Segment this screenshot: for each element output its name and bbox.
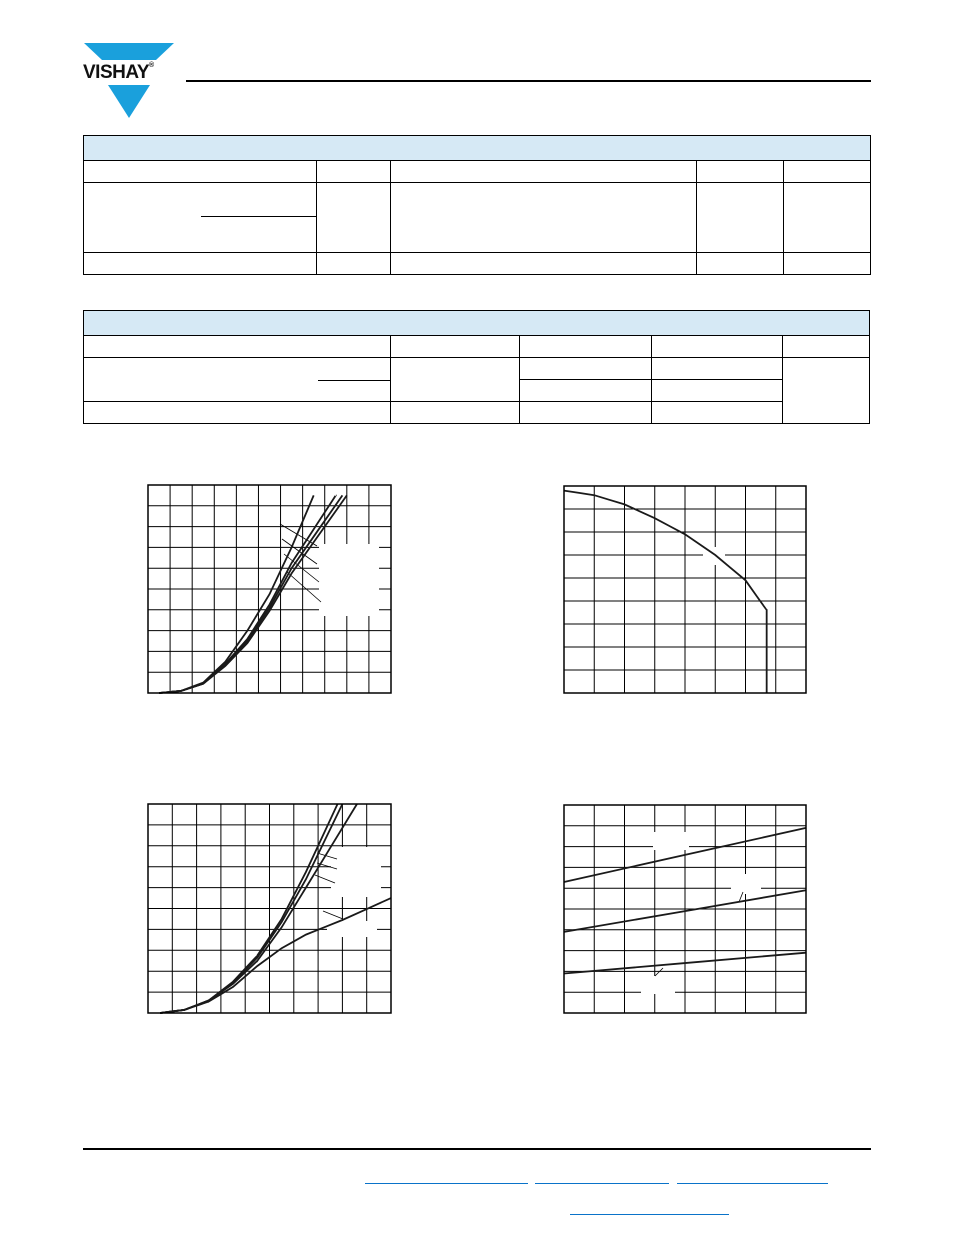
leader-line	[655, 968, 663, 976]
series-line	[159, 495, 336, 693]
footer-link-1[interactable]	[365, 1183, 528, 1184]
table-cell	[390, 358, 520, 402]
series-line	[159, 495, 342, 693]
chart-2	[563, 485, 807, 694]
table-1-header	[84, 136, 871, 161]
chart-4	[563, 804, 807, 1014]
header-rule	[186, 80, 871, 82]
leader-line	[280, 524, 317, 546]
table-cell	[783, 358, 870, 424]
chart-1	[147, 484, 392, 694]
label-patch	[319, 544, 379, 616]
table-cell	[84, 402, 391, 424]
table-1	[83, 135, 871, 275]
table-cell	[391, 183, 696, 253]
table-cell	[317, 161, 391, 183]
logo-bottom-triangle	[108, 85, 150, 118]
table-cell	[84, 253, 317, 275]
footer-link-3[interactable]	[677, 1183, 828, 1184]
label-patch	[331, 847, 381, 897]
chart-3	[147, 803, 392, 1014]
footer-link-2[interactable]	[535, 1183, 669, 1184]
sub-row-divider	[318, 380, 390, 381]
series-line	[159, 495, 347, 693]
sub-row-divider	[201, 216, 316, 217]
label-patch	[653, 832, 689, 850]
table-cell	[391, 253, 696, 275]
table-cell	[391, 161, 696, 183]
leader-line	[287, 572, 321, 602]
table-cell	[652, 402, 783, 424]
table-cell	[520, 380, 652, 402]
table-cell	[696, 183, 783, 253]
brand-name: VISHAY®	[83, 62, 154, 83]
table-cell	[520, 358, 652, 380]
table-cell	[783, 336, 870, 358]
table-cell	[696, 161, 783, 183]
table-cell	[390, 402, 520, 424]
logo-top-trapezoid	[84, 43, 174, 60]
label-patch	[731, 874, 761, 894]
table-cell	[520, 402, 652, 424]
footer-link-4[interactable]	[570, 1214, 729, 1215]
table-cell	[652, 380, 783, 402]
table-cell	[783, 253, 870, 275]
registered-mark: ®	[149, 62, 154, 69]
footer-rule	[83, 1148, 871, 1150]
table-cell	[652, 358, 783, 380]
table-cell	[317, 253, 391, 275]
series-line	[160, 898, 391, 1013]
table-cell	[783, 161, 870, 183]
leader-line	[323, 911, 343, 919]
table-2-header	[84, 311, 870, 336]
table-cell	[652, 336, 783, 358]
label-patch	[641, 976, 675, 994]
table-cell	[84, 183, 317, 253]
table-cell	[783, 183, 870, 253]
table-cell	[317, 183, 391, 253]
table-cell	[84, 161, 317, 183]
table-cell	[390, 336, 520, 358]
table-2	[83, 310, 870, 424]
table-cell	[84, 358, 391, 402]
table-cell	[696, 253, 783, 275]
table-cell	[84, 336, 391, 358]
table-cell	[520, 336, 652, 358]
